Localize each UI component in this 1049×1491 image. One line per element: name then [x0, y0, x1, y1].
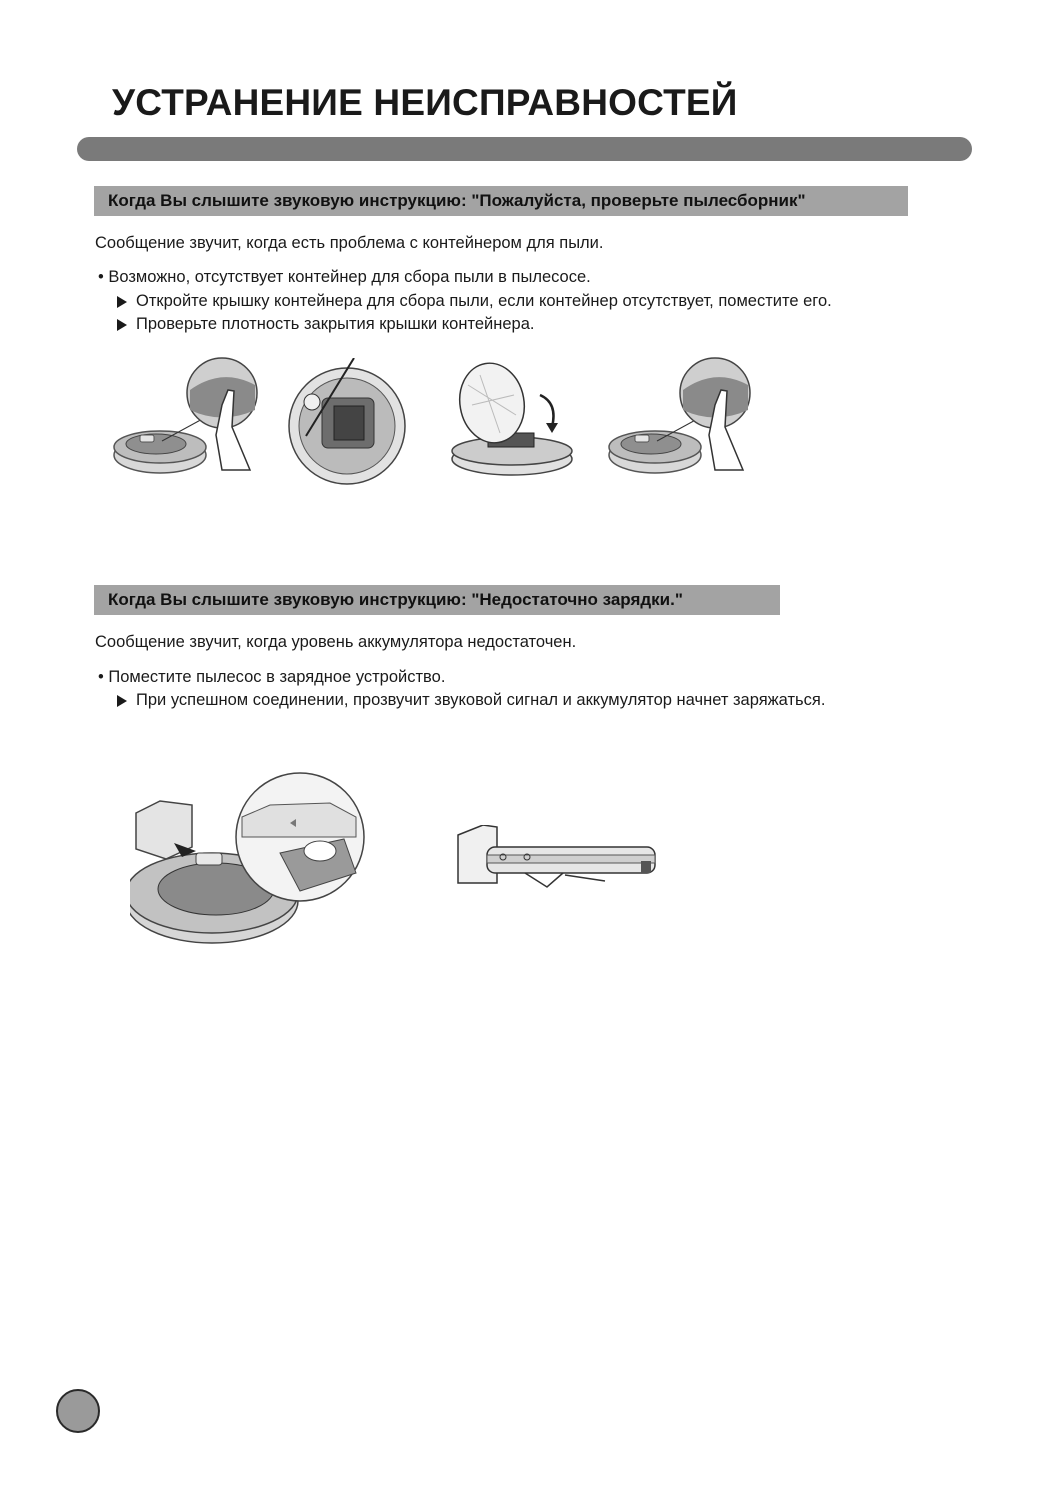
- page-title: УСТРАНЕНИЕ НЕИСПРАВНОСТЕЙ: [112, 82, 738, 123]
- push-button-illustration-2: [605, 355, 765, 485]
- section2-step-1: [117, 691, 825, 710]
- play-triangle-icon: [117, 296, 127, 308]
- section1-bullet: • Возможно, отсутствует контейнер для сбора пыли в пылесосе.: [98, 268, 591, 286]
- section1-description: Сообщение звучит, когда есть проблема с контейнером для пыли.: [95, 234, 604, 252]
- section1-step-1-text: Откройте крышку контейнера для сбора пыли, если контейнер отсутствует, поместите его.: [136, 292, 832, 310]
- play-triangle-icon: [117, 319, 127, 331]
- play-triangle-icon: [117, 695, 127, 707]
- section2-step-1-text: При успешном соединении, прозвучит звуковой сигнал и аккумулятор начнет заряжаться.: [136, 691, 826, 709]
- section2-description: Сообщение звучит, когда уровень аккумулятора недостаточен.: [95, 633, 577, 651]
- robot-on-dock-side-illustration: [455, 825, 660, 895]
- push-button-illustration-1: [110, 355, 270, 485]
- section1-step-1: [117, 292, 832, 311]
- section1-step-2-text: Проверьте плотность закрытия крышки контейнера.: [136, 315, 535, 333]
- section-header-low-battery: Когда Вы слышите звуковую инструкцию: "Недостаточно зарядки.": [94, 585, 780, 615]
- title-divider-bar: [77, 137, 972, 161]
- page-number-badge: [56, 1389, 100, 1433]
- close-lid-illustration: [440, 355, 590, 485]
- open-container-top-illustration: [282, 358, 422, 488]
- section2-bullet: • Поместите пылесос в зарядное устройство.: [98, 668, 446, 686]
- section1-step-2: [117, 315, 534, 334]
- robot-docking-illustration: [130, 765, 365, 950]
- section-header-dust-container: Когда Вы слышите звуковую инструкцию: "Пожалуйста, проверьте пылесборник": [94, 186, 908, 216]
